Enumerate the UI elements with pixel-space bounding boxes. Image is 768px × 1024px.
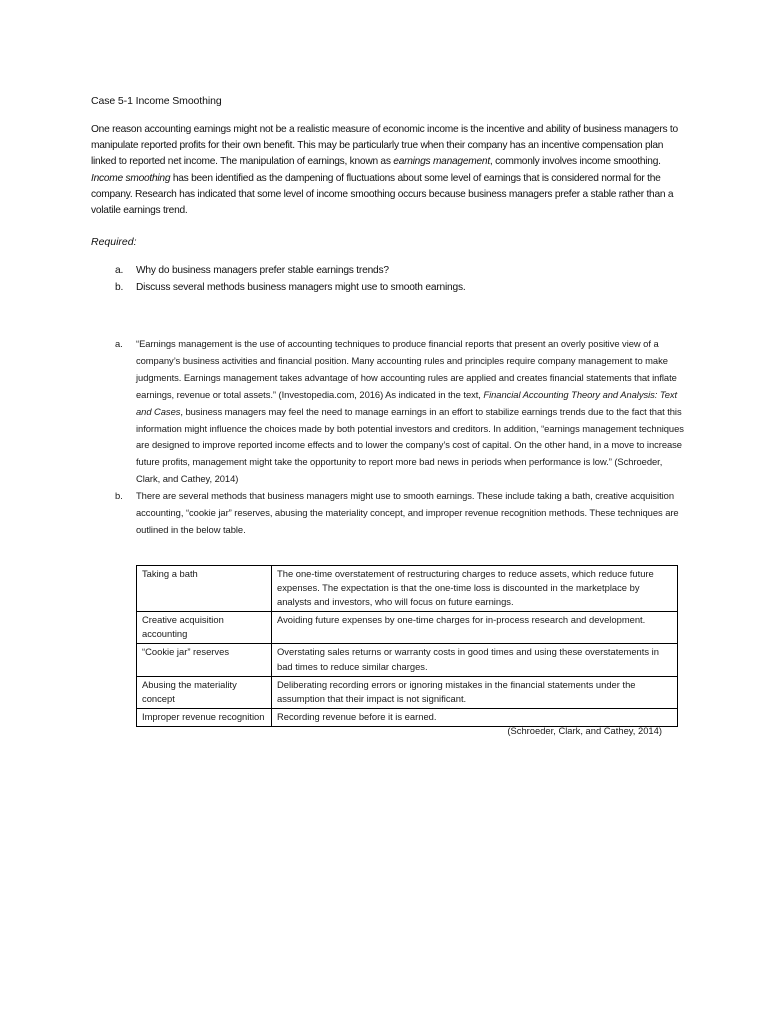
- answer-b-text: There are several methods that business managers might use to smooth earnings. These include taking a bath, creative acquisition accounting, “cookie jar” reserves, abusing the materiality concept, and improper revenue recognition methods. These techniques are outlined in the below table.: [136, 490, 679, 535]
- question-letter: a.: [115, 265, 124, 276]
- answer-b: [115, 488, 685, 539]
- intro-term-income-smoothing: Income smoothing: [91, 172, 171, 184]
- question-text: Why do business managers prefer stable earnings trends?: [136, 265, 389, 276]
- question-item: [115, 279, 675, 296]
- answer-a: [115, 336, 685, 488]
- question-item: [115, 262, 675, 279]
- methods-table: [136, 565, 678, 727]
- table-row: [137, 676, 678, 708]
- intro-text-1: One reason accounting earnings might not be a realistic measure of economic income is the incentive and ability of business managers to manipulate reported profits for their own benefit. This may be particularly true when their company has an incentive compensation plan linked to reported net income. The manipulation of earnings, known as: [91, 124, 678, 168]
- intro-paragraph: [91, 122, 687, 219]
- method-cell: Creative acquisition accounting: [137, 612, 272, 644]
- description-cell: Avoiding future expenses by one-time charges for in-process research and development.: [272, 612, 678, 644]
- answers: [115, 336, 685, 539]
- question-list: [115, 262, 675, 296]
- method-cell: Improper revenue recognition: [137, 708, 272, 726]
- answer-a-text-2: , business managers may feel the need to manage earnings in an effort to stabilize earnings trends due to the fact that this information might influence the choices made by both potential investors and creditors. In addition, “earnings management techniques are designed to improve reported income effects and to lower the company’s cost of capital. On the other hand, in a move to increase future profits, management might take the opportunity to report more bad news in periods when performance is low.” (Schroeder, Clark, and Cathey, 2014): [136, 405, 684, 485]
- textbook-title: Financial Accounting Theory and Analysis: Text and Cases: [136, 388, 678, 417]
- question-text: Discuss several methods business managers might use to smooth earnings.: [136, 282, 466, 293]
- table-row: [137, 566, 678, 612]
- intro-text-3: has been identified as the dampening of fluctuations about some level of earnings that is considered normal for the company. Research has indicated that some level of income smoothing occurs because business managers prefer a stable rather than a volatile earnings trend.: [91, 172, 674, 217]
- method-cell: “Cookie jar” reserves: [137, 644, 272, 676]
- answer-a-text: [136, 336, 685, 488]
- answer-letter: b.: [115, 490, 123, 502]
- table-row: [137, 612, 678, 644]
- description-cell: Deliberating recording errors or ignoring mistakes in the financial statements under the assumption that their impact is not significant.: [272, 676, 678, 708]
- description-cell: The one-time overstatement of restructuring charges to reduce assets, which reduce future expenses. The expectation is that the one-time loss is discounted in the marketplace by analysts and investors, who will focus on future earnings.: [272, 566, 678, 612]
- method-cell: Taking a bath: [137, 566, 272, 612]
- intro-text-2: , commonly involves income smoothing.: [489, 156, 661, 168]
- description-cell: Recording revenue before it is earned.: [272, 708, 678, 726]
- answer-letter: a.: [115, 338, 123, 349]
- table-citation: (Schroeder, Clark, and Cathey, 2014): [507, 725, 662, 736]
- table-row: [137, 644, 678, 676]
- question-letter: b.: [115, 282, 124, 293]
- case-title: Case 5-1 Income Smoothing: [91, 95, 222, 107]
- intro-term-earnings-management: earnings management: [393, 156, 490, 168]
- answer-a-text-1: “Earnings management is the use of accounting techniques to produce financial reports that present an overly positive view of a company’s business activities and financial position. Many accounting rules and principles require company management to make judgments. Earnings management takes advantage of how accounting rules are applied and creates financial statements that inflate earnings, revenue or total assets.” (Investopedia.com, 2016) As indicated in the text,: [136, 338, 677, 400]
- description-cell: Overstating sales returns or warranty costs in good times and using these overstatements in bad times to reduce similar charges.: [272, 644, 678, 676]
- required-heading: Required:: [91, 236, 137, 248]
- method-cell: Abusing the materiality concept: [137, 676, 272, 708]
